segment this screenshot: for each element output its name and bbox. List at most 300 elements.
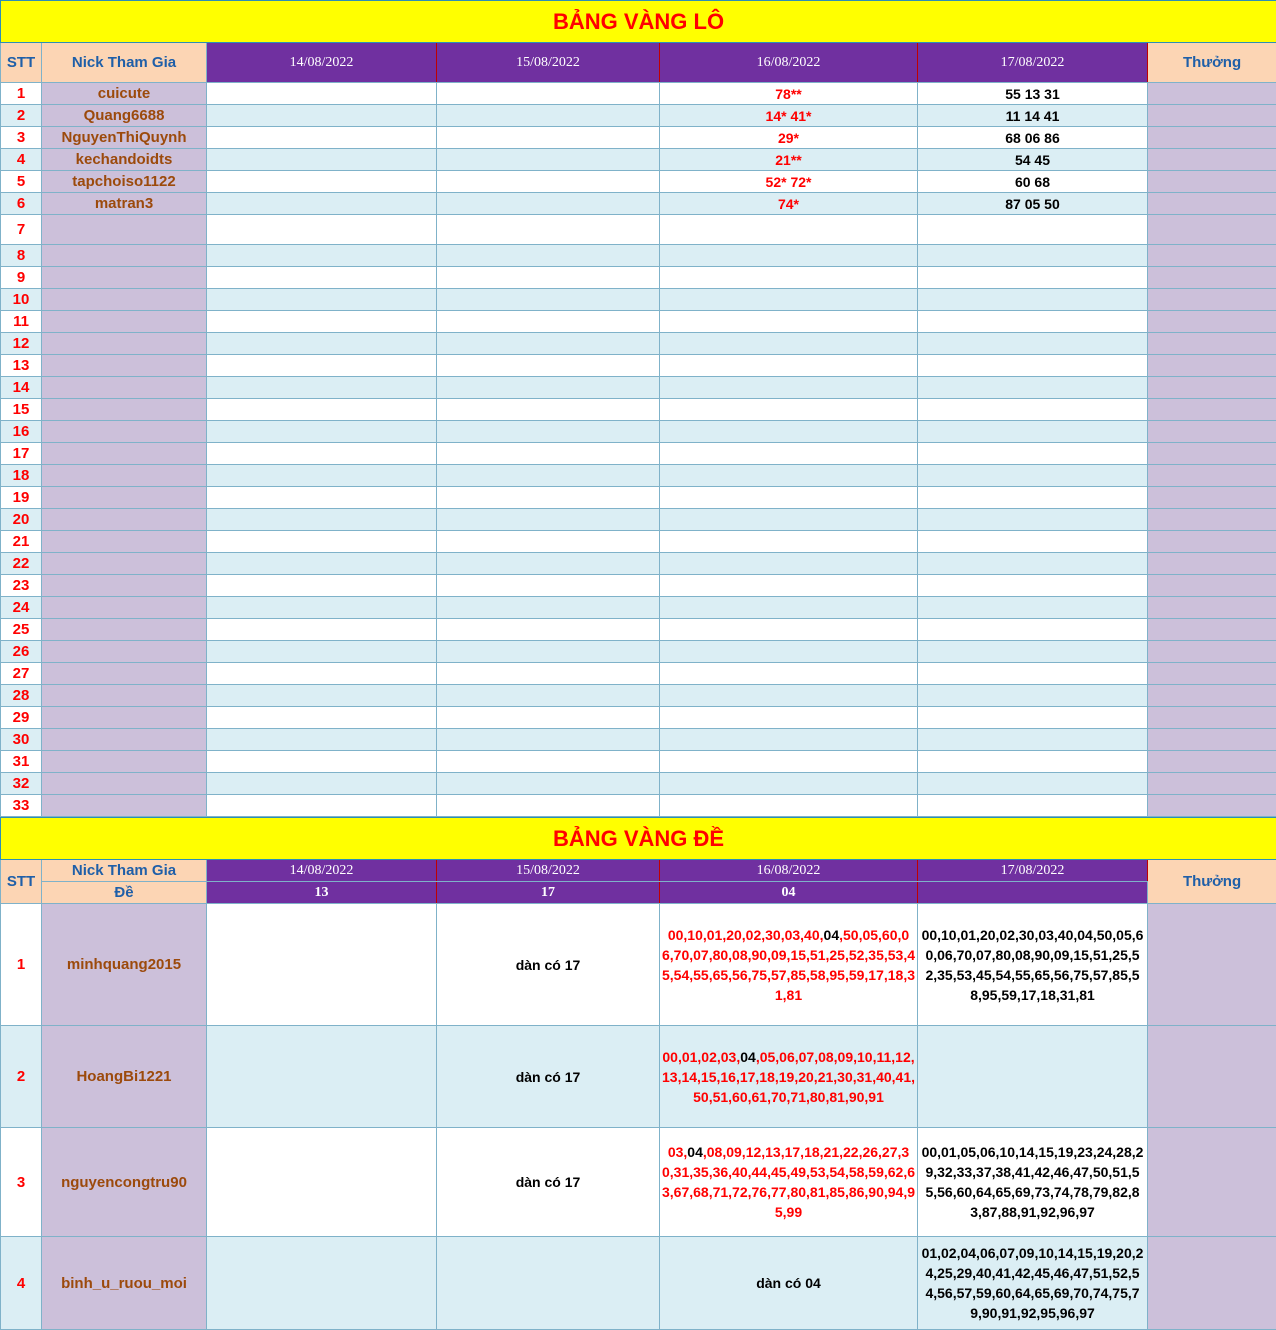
lo-cell-1608: 74* [660,193,918,215]
lo-cell-1508 [437,685,660,707]
lo-cell-1708 [918,377,1148,399]
table-row [1,83,1276,105]
date-header: 15/08/2022 [437,43,660,83]
lo-cell-1408 [207,575,437,597]
nick-cell [42,465,207,487]
stt-header: STT [1,43,42,83]
stt-cell: 4 [1,149,42,171]
lo-cell-1408 [207,685,437,707]
reward-cell [1148,904,1276,1026]
reward-cell [1148,171,1276,193]
lo-cell-1508 [437,575,660,597]
de-number-hit: 04 [740,1049,756,1065]
reward-cell [1148,751,1276,773]
stt-cell: 14 [1,377,42,399]
lo-cell-1408 [207,751,437,773]
reward-cell [1148,127,1276,149]
lo-cell-1608: 29* [660,127,918,149]
lo-cell-1408 [207,399,437,421]
lo-cell-1708 [918,311,1148,333]
table-row [1,421,1276,443]
table-row [1,619,1276,641]
reward-cell [1148,575,1276,597]
reward-header: Thưởng [1148,43,1276,83]
table-row [1,751,1276,773]
table-row [1,149,1276,171]
table-row [1,729,1276,751]
nick-cell: kechandoidts [42,149,207,171]
stt-cell: 13 [1,355,42,377]
lo-cell-1708 [918,531,1148,553]
de-cell-1508 [437,1237,660,1330]
nick-cell: Quang6688 [42,105,207,127]
nick-cell [42,597,207,619]
lo-cell-1708 [918,773,1148,795]
table-row [1,399,1276,421]
table-row [1,663,1276,685]
stt-cell: 5 [1,171,42,193]
stt-cell: 2 [1,1026,42,1128]
lo-cell-1608 [660,729,918,751]
de-numbers-miss: 03, [668,1144,687,1160]
de-cell-1708: 01,02,04,06,07,09,10,14,15,19,20,24,25,29,40,41,42,45,46,47,51,52,54,56,57,59,60,64,65,69,70,74,75,79,90,91,92,95,96,97 [918,1237,1148,1330]
stt-cell: 3 [1,1128,42,1237]
stt-cell: 3 [1,127,42,149]
nick-header: Nick Tham Gia [42,43,207,83]
nick-header: Nick Tham Gia [42,860,207,882]
stt-cell: 19 [1,487,42,509]
lo-cell-1508 [437,465,660,487]
lo-cell-1508 [437,663,660,685]
lo-cell-1708: 68 06 86 [918,127,1148,149]
reward-cell [1148,729,1276,751]
nick-cell [42,553,207,575]
lo-cell-1608 [660,597,918,619]
lo-cell-1708 [918,597,1148,619]
reward-cell [1148,245,1276,267]
reward-cell [1148,553,1276,575]
stt-cell: 9 [1,267,42,289]
nick-cell [42,333,207,355]
lo-cell-1508 [437,795,660,817]
table-row [1,105,1276,127]
lo-cell-1408 [207,245,437,267]
de-cell-1408 [207,1237,437,1330]
lo-cell-1508 [437,597,660,619]
lo-cell-1608 [660,751,918,773]
lo-cell-1708 [918,553,1148,575]
lo-cell-1708: 11 14 41 [918,105,1148,127]
nick-cell: minhquang2015 [42,904,207,1026]
lo-cell-1708 [918,509,1148,531]
lo-cell-1708: 54 45 [918,149,1148,171]
lo-cell-1608 [660,421,918,443]
lo-cell-1508 [437,267,660,289]
nick-cell: binh_u_ruou_moi [42,1237,207,1330]
lo-cell-1508 [437,399,660,421]
lo-cell-1508 [437,171,660,193]
de-cell-1508: dàn có 17 [437,1026,660,1128]
reward-cell [1148,641,1276,663]
lo-cell-1608 [660,465,918,487]
stt-cell: 32 [1,773,42,795]
lo-cell-1708 [918,465,1148,487]
lo-cell-1508 [437,289,660,311]
lo-cell-1608: 52* 72* [660,171,918,193]
stt-cell: 12 [1,333,42,355]
reward-cell [1148,707,1276,729]
lo-cell-1408 [207,311,437,333]
nick-cell [42,707,207,729]
result-cell: 17 [437,882,660,904]
table-row [1,333,1276,355]
table-row [1,553,1276,575]
nick-cell [42,663,207,685]
reward-cell [1148,531,1276,553]
reward-cell [1148,773,1276,795]
lo-cell-1508 [437,509,660,531]
lo-cell-1608 [660,685,918,707]
nick-cell: cuicute [42,83,207,105]
table-row [1,641,1276,663]
de-cell-1408 [207,1128,437,1237]
lo-cell-1708 [918,663,1148,685]
nick-cell: nguyencongtru90 [42,1128,207,1237]
lo-cell-1708: 60 68 [918,171,1148,193]
lo-cell-1408 [207,149,437,171]
lo-cell-1608 [660,443,918,465]
reward-cell [1148,663,1276,685]
nick-cell [42,773,207,795]
lo-cell-1408 [207,193,437,215]
lo-cell-1708 [918,641,1148,663]
stt-cell: 10 [1,289,42,311]
lo-cell-1608 [660,215,918,245]
lo-cell-1708: 55 13 31 [918,83,1148,105]
lo-cell-1408 [207,421,437,443]
lo-cell-1608 [660,289,918,311]
lo-cell-1408 [207,795,437,817]
date-header: 14/08/2022 [207,860,437,882]
lo-cell-1708 [918,685,1148,707]
stt-cell: 29 [1,707,42,729]
nick-cell [42,729,207,751]
stt-cell: 27 [1,663,42,685]
lo-cell-1408 [207,663,437,685]
de-cell-1708 [918,1026,1148,1128]
reward-cell [1148,311,1276,333]
lo-cell-1408 [207,707,437,729]
stt-cell: 25 [1,619,42,641]
lo-cell-1708 [918,215,1148,245]
lo-cell-1508 [437,707,660,729]
nick-cell [42,421,207,443]
lo-title: BẢNG VÀNG LÔ [1,1,1276,43]
lo-cell-1508 [437,333,660,355]
lo-cell-1408 [207,289,437,311]
lo-cell-1708 [918,289,1148,311]
de-numbers-miss: 00,10,01,20,02,30,03,40, [668,927,824,943]
lo-cell-1608 [660,575,918,597]
reward-cell [1148,685,1276,707]
table-row [1,267,1276,289]
reward-cell [1148,795,1276,817]
lo-cell-1608 [660,795,918,817]
stt-cell: 21 [1,531,42,553]
table-row [1,289,1276,311]
lo-cell-1408 [207,487,437,509]
stt-cell: 30 [1,729,42,751]
lo-cell-1408 [207,531,437,553]
stt-cell: 24 [1,597,42,619]
nick-cell [42,377,207,399]
stt-cell: 2 [1,105,42,127]
lo-cell-1408 [207,597,437,619]
lo-cell-1608 [660,553,918,575]
date-header: 17/08/2022 [918,860,1148,882]
lo-cell-1508 [437,311,660,333]
nick-cell [42,751,207,773]
nick-cell [42,487,207,509]
date-header: 16/08/2022 [660,860,918,882]
nick-cell [42,795,207,817]
lo-cell-1608 [660,531,918,553]
reward-cell [1148,215,1276,245]
reward-cell [1148,289,1276,311]
nick-cell: HoangBi1221 [42,1026,207,1128]
stt-cell: 16 [1,421,42,443]
lo-cell-1708 [918,707,1148,729]
result-cell: 04 [660,882,918,904]
lo-cell-1508 [437,245,660,267]
lo-cell-1608 [660,641,918,663]
stt-cell: 1 [1,904,42,1026]
de-cell-1608 [660,1026,918,1128]
reward-cell [1148,1237,1276,1330]
table-row [1,707,1276,729]
reward-cell [1148,377,1276,399]
reward-cell [1148,399,1276,421]
lo-cell-1608 [660,267,918,289]
lo-cell-1408 [207,215,437,245]
result-cell [918,882,1148,904]
reward-cell [1148,355,1276,377]
nick-cell [42,311,207,333]
de-title: BẢNG VÀNG ĐỀ [1,818,1276,860]
table-row [1,531,1276,553]
lo-cell-1708 [918,443,1148,465]
nick-cell [42,399,207,421]
lo-cell-1708 [918,487,1148,509]
stt-cell: 7 [1,215,42,245]
lo-cell-1508 [437,773,660,795]
lo-cell-1408 [207,443,437,465]
nick-cell [42,641,207,663]
reward-header: Thưởng [1148,860,1276,904]
table-row [1,193,1276,215]
lo-cell-1508 [437,487,660,509]
lo-cell-1408 [207,553,437,575]
stt-cell: 11 [1,311,42,333]
de-cell-1508: dàn có 17 [437,1128,660,1237]
lo-cell-1608 [660,355,918,377]
stt-cell: 22 [1,553,42,575]
stt-cell: 28 [1,685,42,707]
lo-cell-1608 [660,377,918,399]
table-row [1,245,1276,267]
lo-cell-1708 [918,267,1148,289]
reward-cell [1148,83,1276,105]
lo-cell-1508 [437,729,660,751]
reward-cell [1148,1128,1276,1237]
lo-cell-1608 [660,333,918,355]
table-row [1,575,1276,597]
lo-cell-1508 [437,149,660,171]
lo-cell-1608 [660,399,918,421]
date-header: 16/08/2022 [660,43,918,83]
lo-cell-1508 [437,751,660,773]
de-cell-1708: 00,10,01,20,02,30,03,40,04,50,05,60,06,70,07,80,08,90,09,15,51,25,52,35,53,45,54,55,65,56,75,57,85,58,95,59,17,18,31,81 [918,904,1148,1026]
de-cell-1508: dàn có 17 [437,904,660,1026]
table-row [1,311,1276,333]
nick-cell [42,245,207,267]
lo-cell-1508 [437,355,660,377]
lo-cell-1508 [437,531,660,553]
lo-cell-1408 [207,267,437,289]
nick-cell [42,685,207,707]
nick-cell [42,215,207,245]
date-header: 14/08/2022 [207,43,437,83]
stt-cell: 8 [1,245,42,267]
de-number-hit: 04 [824,927,840,943]
de-cell-1608: dàn có 04 [660,1237,918,1330]
lo-cell-1708 [918,421,1148,443]
table-row [1,597,1276,619]
stt-cell: 6 [1,193,42,215]
reward-cell [1148,1026,1276,1128]
lo-cell-1708: 87 05 50 [918,193,1148,215]
lo-cell-1708 [918,399,1148,421]
lo-cell-1708 [918,245,1148,267]
stt-cell: 1 [1,83,42,105]
nick-cell [42,531,207,553]
reward-cell [1148,443,1276,465]
lo-cell-1708 [918,333,1148,355]
reward-cell [1148,267,1276,289]
lo-cell-1608 [660,245,918,267]
reward-cell [1148,487,1276,509]
de-numbers-miss: 00,01,02,03, [662,1049,740,1065]
table-row [1,443,1276,465]
nick-cell [42,289,207,311]
lo-cell-1708 [918,355,1148,377]
lo-cell-1608 [660,773,918,795]
lo-cell-1408 [207,377,437,399]
de-numbers-miss: ,05,06,07,08,09,10,11,12,13,14,15,16,17,18,19,20,21,30,31,40,41,50,51,60,61,70,71,80,81,90,91 [662,1049,915,1105]
nick-cell [42,267,207,289]
stt-cell: 23 [1,575,42,597]
lo-cell-1408 [207,465,437,487]
table-row [1,215,1276,245]
lo-cell-1508 [437,619,660,641]
table-row [1,377,1276,399]
reward-cell [1148,619,1276,641]
lo-cell-1508 [437,215,660,245]
table-row [1,795,1276,817]
lo-cell-1508 [437,377,660,399]
de-cell-1408 [207,904,437,1026]
table-row [1,171,1276,193]
lo-cell-1508 [437,193,660,215]
stt-cell: 26 [1,641,42,663]
reward-cell [1148,421,1276,443]
de-cell-1708: 00,01,05,06,10,14,15,19,23,24,28,29,32,33,37,38,41,42,46,47,50,51,55,56,60,64,65,69,73,74,78,79,82,83,87,88,91,92,96,97 [918,1128,1148,1237]
lo-cell-1408 [207,105,437,127]
table-row [1,773,1276,795]
lo-cell-1408 [207,333,437,355]
lo-cell-1708 [918,729,1148,751]
lo-cell-1708 [918,619,1148,641]
lo-cell-1408 [207,127,437,149]
lo-cell-1508 [437,83,660,105]
lo-cell-1408 [207,83,437,105]
stt-cell: 33 [1,795,42,817]
lo-cell-1708 [918,795,1148,817]
table-row [1,685,1276,707]
lo-cell-1508 [437,641,660,663]
lo-cell-1708 [918,575,1148,597]
table-row [1,465,1276,487]
reward-cell [1148,597,1276,619]
reward-cell [1148,509,1276,531]
lo-cell-1508 [437,105,660,127]
nick-cell [42,575,207,597]
lo-cell-1608 [660,707,918,729]
de-numbers-miss: ,08,09,12,13,17,18,21,22,26,27,30,31,35,36,40,44,45,49,53,54,58,59,62,63,67,68,71,72,76,77,80,81,85,86,90,94,95,99 [662,1144,915,1220]
nick-cell: matran3 [42,193,207,215]
lo-cell-1608 [660,487,918,509]
reward-cell [1148,149,1276,171]
lo-cell-1708 [918,751,1148,773]
de-numbers-miss: ,50,05,60,06,70,07,80,08,90,09,15,51,25,52,35,53,45,54,55,65,56,75,57,85,58,95,59,17,18,31,81 [662,927,915,1003]
table-row [1,509,1276,531]
date-header: 15/08/2022 [437,860,660,882]
lo-cell-1408 [207,171,437,193]
lo-cell-1508 [437,443,660,465]
nick-cell [42,619,207,641]
lo-cell-1408 [207,619,437,641]
reward-cell [1148,465,1276,487]
lo-cell-1408 [207,355,437,377]
table-row [1,355,1276,377]
lo-cell-1608 [660,311,918,333]
de-label-header: Đề [42,882,207,904]
nick-cell [42,355,207,377]
stt-cell: 17 [1,443,42,465]
lo-cell-1408 [207,509,437,531]
stt-cell: 31 [1,751,42,773]
lo-cell-1608 [660,619,918,641]
de-cell-1408 [207,1026,437,1128]
lo-cell-1508 [437,421,660,443]
reward-cell [1148,193,1276,215]
lo-cell-1608 [660,663,918,685]
stt-cell: 15 [1,399,42,421]
lo-cell-1608: 21** [660,149,918,171]
nick-cell [42,443,207,465]
reward-cell [1148,333,1276,355]
nick-cell: NguyenThiQuynh [42,127,207,149]
